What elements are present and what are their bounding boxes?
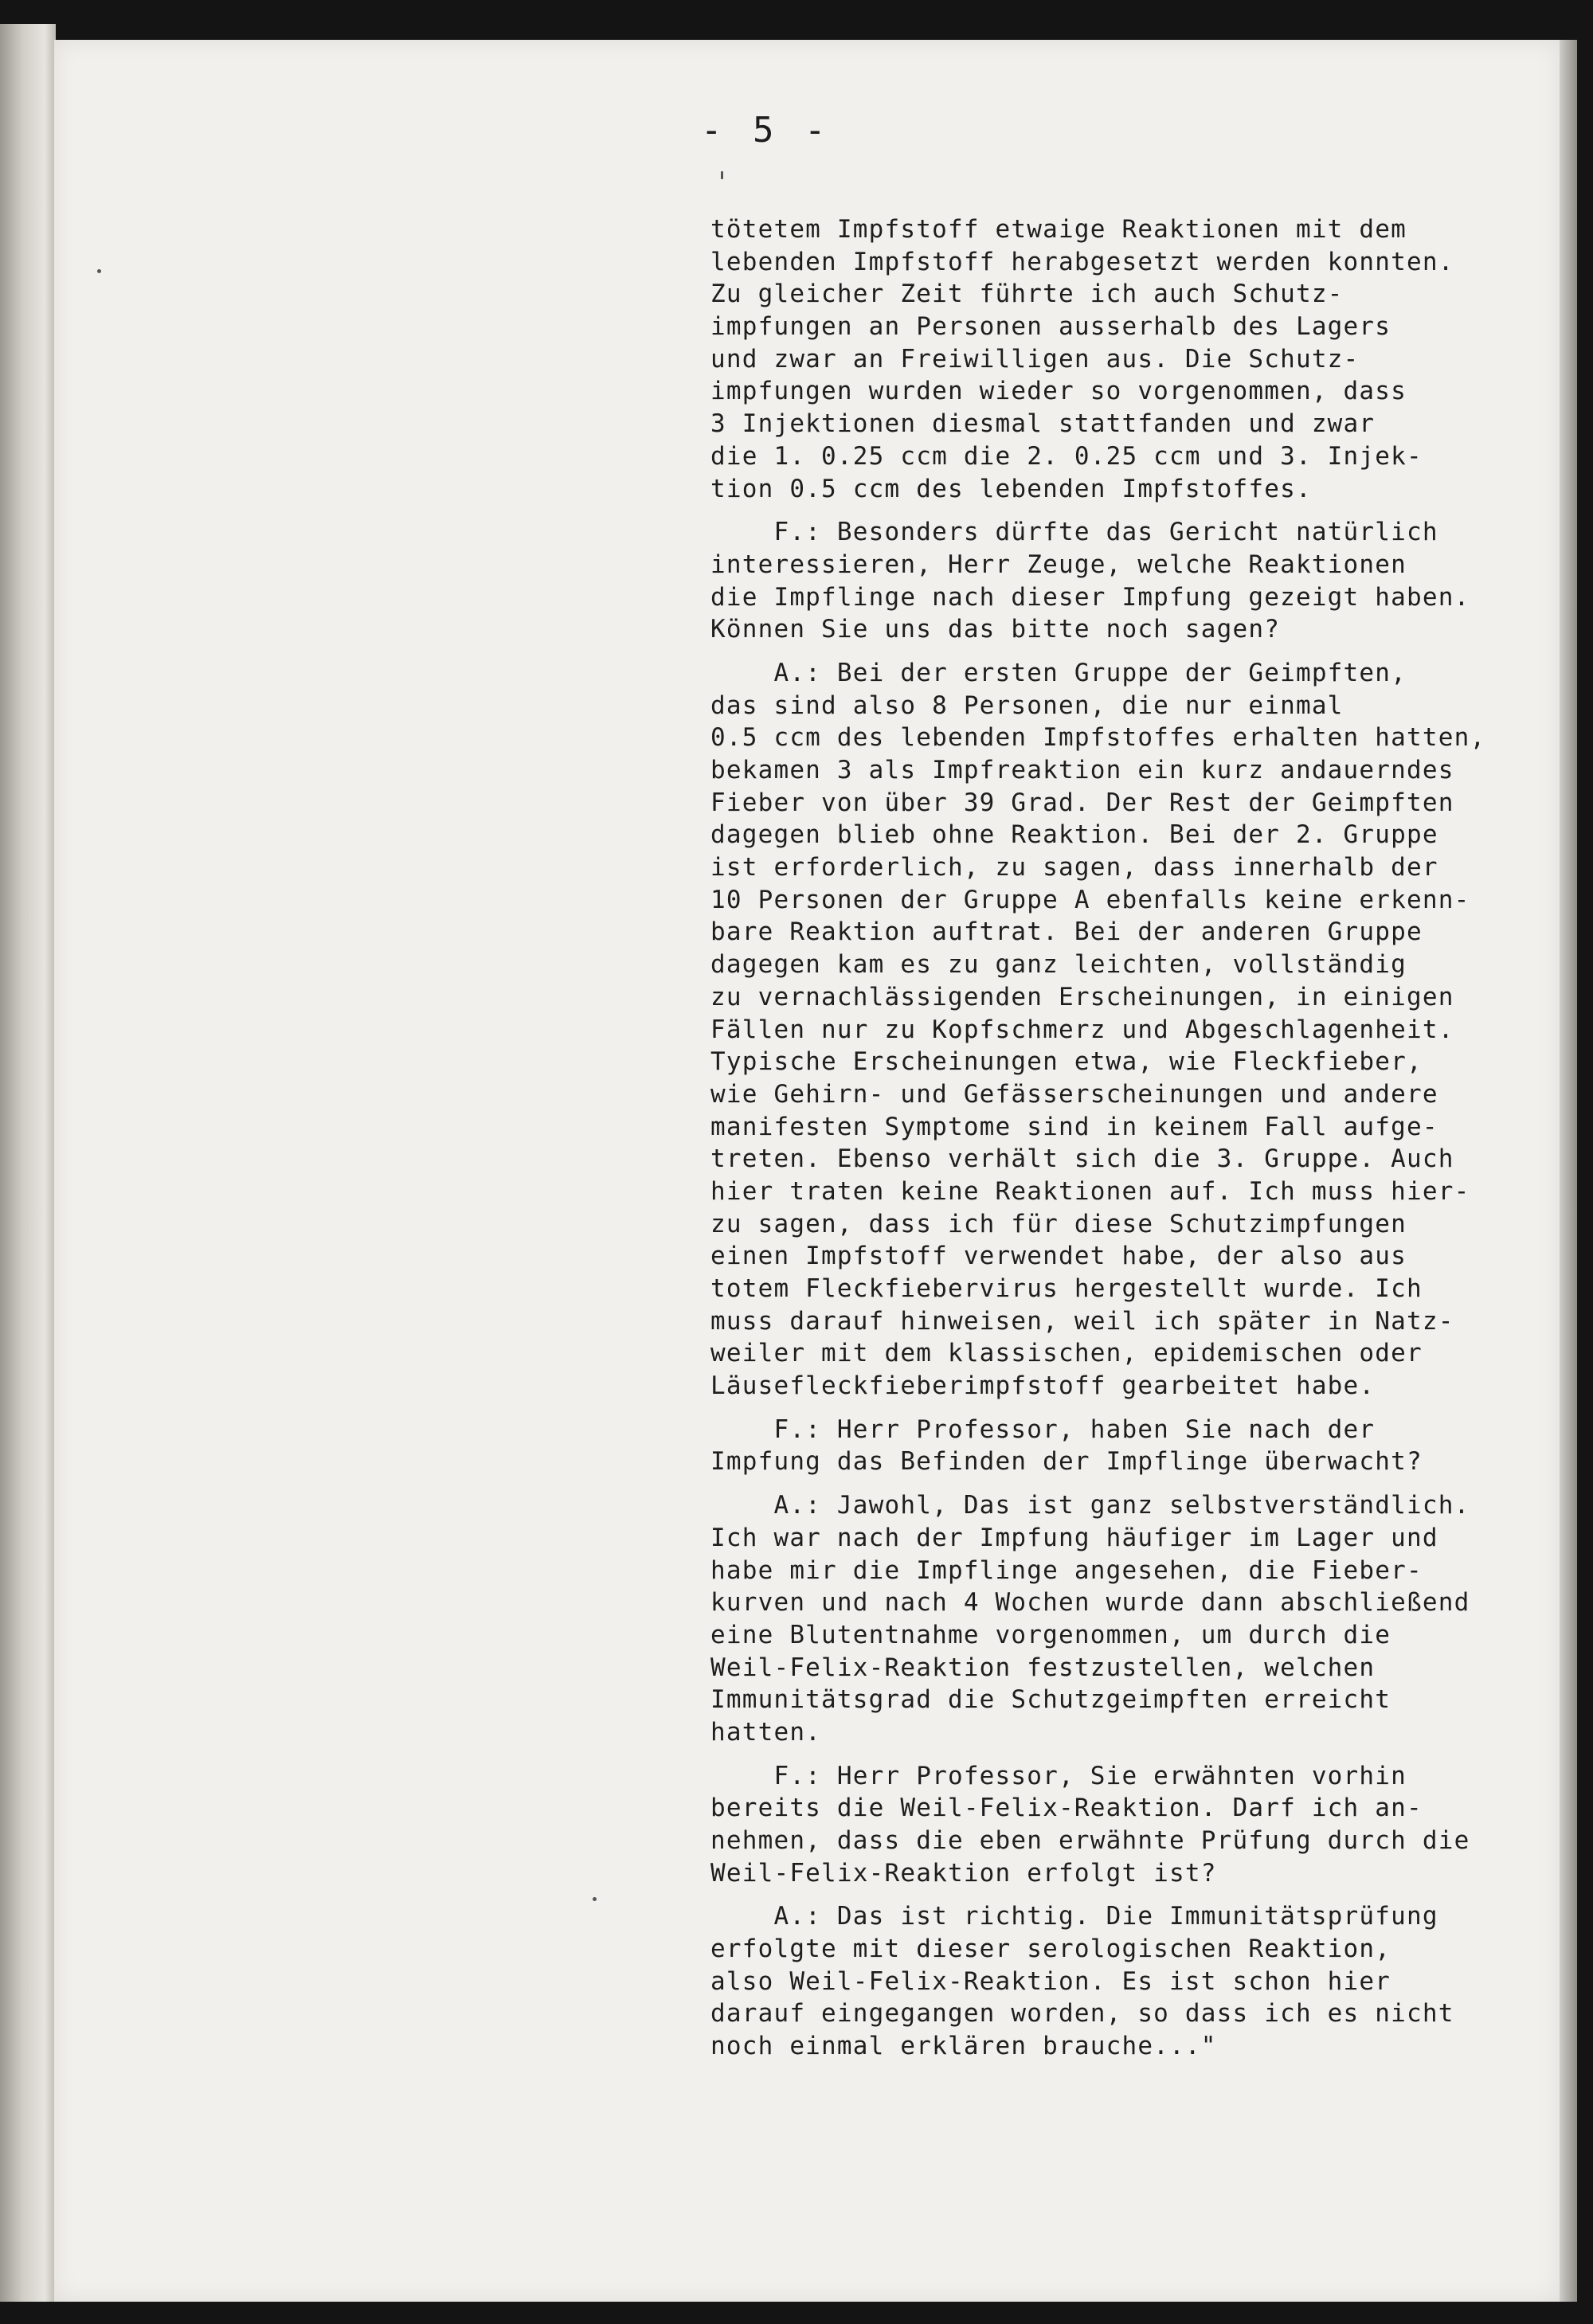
paragraph-gap — [710, 1478, 1539, 1489]
text-line: Immunitätsgrad die Schutzgeimpften erreicht — [710, 1685, 1391, 1715]
text-line: Typische Erscheinungen etwa, wie Fleckfieber, — [710, 1047, 1423, 1077]
text-line: habe mir die Impflinge angesehen, die Fieber- — [710, 1555, 1423, 1585]
text-line: impfungen wurden wieder so vorgenommen, dass — [710, 377, 1407, 406]
text-line: zu sagen, dass ich für diese Schutzimpfungen — [710, 1209, 1407, 1238]
text-line: A.: Das ist richtig. Die Immunitätsprüfung — [710, 1902, 1438, 1931]
text-line: Fällen nur zu Kopfschmerz und Abgeschlagenheit. — [710, 1015, 1454, 1044]
document-body — [710, 213, 1539, 2063]
text-line: hatten. — [710, 1717, 822, 1747]
text-line: F.: Herr Professor, Sie erwähnten vorhin — [710, 1761, 1407, 1790]
text-line: Ich war nach der Impfung häufiger im Lager und — [710, 1523, 1438, 1552]
speck-mark — [721, 171, 723, 179]
paragraph-gap — [710, 1749, 1539, 1760]
text-line: Impfung das Befinden der Impflinge überwacht? — [710, 1447, 1423, 1477]
text-line: dagegen kam es zu ganz leichten, vollständig — [710, 950, 1407, 980]
paragraph-gap — [710, 505, 1539, 516]
text-line: bare Reaktion auftrat. Bei der anderen Gruppe — [710, 917, 1423, 947]
text-line: manifesten Symptome sind in keinem Fall aufge- — [710, 1112, 1438, 1141]
previous-page-edge — [0, 24, 56, 2302]
text-line: eine Blutentnahme vorgenommen, um durch die — [710, 1620, 1391, 1649]
text-line: zu vernachlässigenden Erscheinungen, in einigen — [710, 982, 1454, 1011]
text-line: wie Gehirn- und Gefässerscheinungen und andere — [710, 1079, 1438, 1109]
text-line: die Impflinge nach dieser Impfung gezeigt haben. — [710, 582, 1470, 612]
text-line: Weil-Felix-Reaktion erfolgt ist? — [710, 1858, 1217, 1888]
text-line: einen Impfstoff verwendet habe, der also aus — [710, 1242, 1407, 1271]
paragraph — [710, 1900, 1539, 2062]
paragraph — [710, 1760, 1539, 1890]
text-line: noch einmal erklären brauche..." — [710, 2032, 1217, 2061]
text-line: nehmen, dass die eben erwähnte Prüfung durch die — [710, 1826, 1470, 1855]
text-line: 10 Personen der Gruppe A ebenfalls keine erkenn- — [710, 885, 1470, 914]
text-line: und zwar an Freiwilligen aus. Die Schutz- — [710, 344, 1360, 374]
text-line: Zu gleicher Zeit führte ich auch Schutz- — [710, 280, 1344, 309]
text-line: das sind also 8 Personen, die nur einmal — [710, 691, 1344, 720]
text-line: dagegen blieb ohne Reaktion. Bei der 2. Gruppe — [710, 820, 1438, 850]
text-line: F.: Besonders dürfte das Gericht natürlich — [710, 518, 1438, 547]
text-line: Weil-Felix-Reaktion festzustellen, welchen — [710, 1653, 1376, 1682]
text-line: lebenden Impfstoff herabgesetzt werden konnten. — [710, 247, 1454, 276]
text-line: tötetem Impfstoff etwaige Reaktionen mit dem — [710, 215, 1407, 244]
paragraph — [710, 516, 1539, 646]
text-line: A.: Bei der ersten Gruppe der Geimpften, — [710, 658, 1407, 687]
paragraph — [710, 1414, 1539, 1478]
text-line: A.: Jawohl, Das ist ganz selbstverständlich. — [710, 1491, 1470, 1520]
text-line: F.: Herr Professor, haben Sie nach der — [710, 1414, 1376, 1444]
sheet-right-edge — [1560, 40, 1577, 2302]
text-line: also Weil-Felix-Reaktion. Es ist schon hier — [710, 1966, 1391, 1996]
paragraph — [710, 1489, 1539, 1749]
text-line: ist erforderlich, zu sagen, dass innerhalb der — [710, 853, 1438, 882]
text-line: Können Sie uns das bitte noch sagen? — [710, 615, 1281, 644]
text-line: weiler mit dem klassischen, epidemischen oder — [710, 1339, 1423, 1368]
text-line: bereits die Weil-Felix-Reaktion. Darf ich an- — [710, 1794, 1423, 1823]
text-line: tion 0.5 ccm des lebenden Impfstoffes. — [710, 474, 1312, 503]
paragraph — [710, 213, 1539, 505]
paragraph-gap — [710, 1889, 1539, 1900]
text-line: kurven und nach 4 Wochen wurde dann abschließend — [710, 1588, 1470, 1618]
text-line: 0.5 ccm des lebenden Impfstoffes erhalten hatten, — [710, 723, 1486, 753]
text-line: muss darauf hinweisen, weil ich später in Natz- — [710, 1306, 1454, 1336]
text-line: bekamen 3 als Impfreaktion ein kurz andauerndes — [710, 756, 1454, 784]
text-line: erfolgte mit dieser serologischen Reaktion, — [710, 1935, 1391, 1964]
text-line: impfungen an Personen ausserhalb des Lagers — [710, 312, 1391, 342]
text-line: hier traten keine Reaktionen auf. Ich muss hier- — [710, 1176, 1470, 1206]
text-line: Fieber von über 39 Grad. Der Rest der Geimpften — [710, 788, 1454, 817]
paragraph-gap — [710, 646, 1539, 657]
text-line: die 1. 0.25 ccm die 2. 0.25 ccm und 3. Injek- — [710, 441, 1423, 471]
page-number: - 5 - — [701, 110, 831, 151]
text-line: 3 Injektionen diesmal stattfanden und zwar — [710, 409, 1376, 439]
text-line: treten. Ebenso verhält sich die 3. Gruppe. Auch — [710, 1144, 1454, 1174]
text-line: darauf eingegangen worden, so dass ich es nicht — [710, 1999, 1454, 2029]
text-line: Läusefleckfieberimpfstoff gearbeitet habe. — [710, 1371, 1376, 1401]
text-line: totem Fleckfiebervirus hergestellt wurde. Ich — [710, 1274, 1423, 1303]
paragraph — [710, 657, 1539, 1403]
paragraph-gap — [710, 1403, 1539, 1414]
speck-mark — [97, 269, 101, 273]
text-line: interessieren, Herr Zeuge, welche Reaktionen — [710, 550, 1407, 579]
speck-mark — [593, 1897, 597, 1901]
